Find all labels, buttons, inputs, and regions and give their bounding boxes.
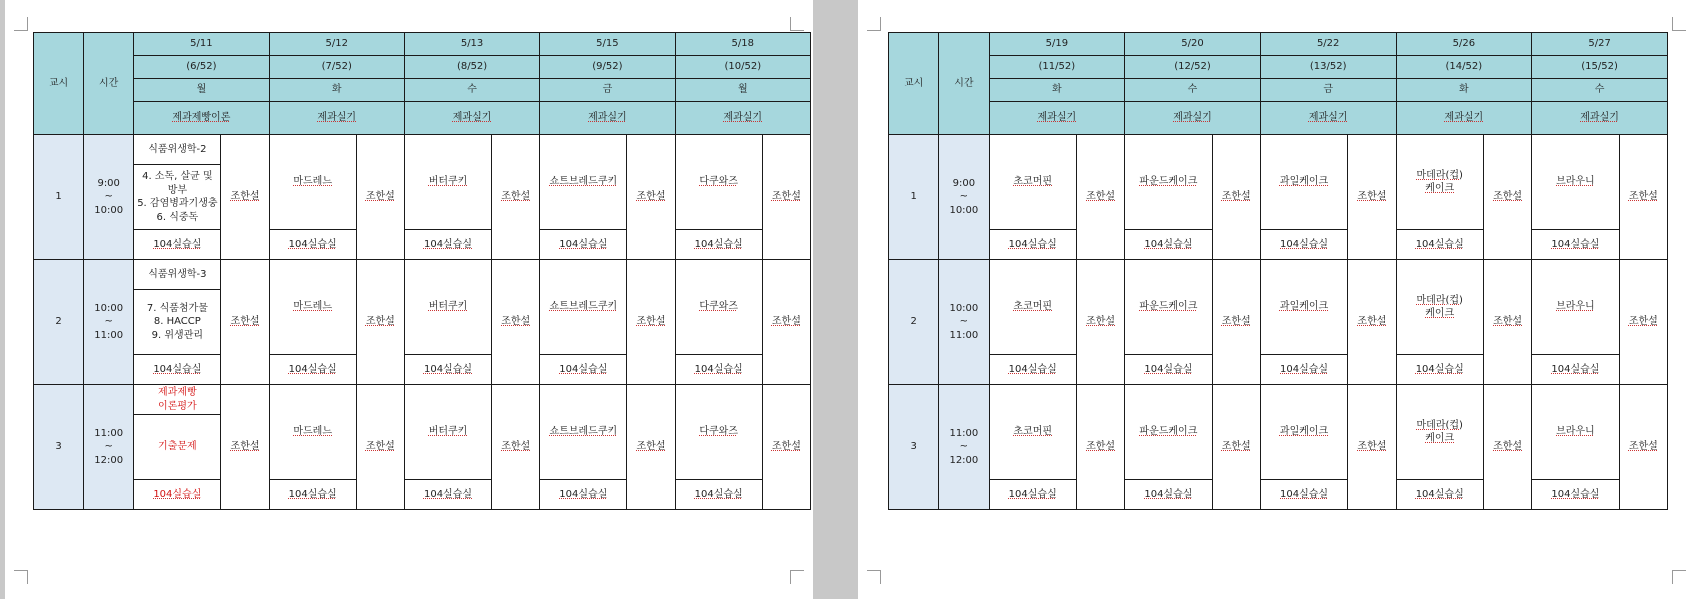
period-time bbox=[84, 135, 134, 260]
teacher-name: 조한설 bbox=[492, 385, 540, 510]
header-count-row bbox=[34, 56, 811, 79]
room-label: 104실습실 bbox=[675, 480, 762, 510]
lesson-content-line: 초코머핀 bbox=[1013, 426, 1053, 438]
lesson-content-line: 4. 소독, 살균 및 bbox=[142, 171, 213, 182]
lesson-content-line: 버터쿠키 bbox=[428, 176, 468, 188]
period-row bbox=[889, 385, 1668, 480]
crop-mark bbox=[867, 570, 881, 584]
header-weekday: 금 bbox=[540, 79, 675, 102]
room-label: 104실습실 bbox=[540, 480, 627, 510]
header-subject: 제과실기 bbox=[1396, 102, 1532, 135]
room-label: 104실습실 bbox=[134, 230, 221, 260]
lesson-content-line: 파운드케이크 bbox=[1139, 301, 1198, 313]
teacher-name: 조한설 bbox=[221, 260, 269, 385]
timetable-1 bbox=[33, 32, 811, 510]
header-date: 5/15 bbox=[540, 33, 675, 56]
teacher-name: 조한설 bbox=[221, 135, 269, 260]
header-date-row bbox=[34, 33, 811, 56]
lesson-content-line: 마드레느 bbox=[293, 301, 332, 313]
header-count: (6/52) bbox=[134, 56, 269, 79]
teacher-name: 조한설 bbox=[1619, 260, 1667, 385]
period-row bbox=[889, 135, 1668, 230]
room-label: 104실습실 bbox=[134, 480, 221, 510]
lesson-content-line: 마드레느 bbox=[293, 176, 332, 188]
header-subject: 제과실기 bbox=[1125, 102, 1261, 135]
period-header: 교시 bbox=[34, 33, 84, 135]
lesson-content-line: 과일케이크 bbox=[1279, 426, 1329, 438]
period-time bbox=[939, 260, 989, 385]
period-row bbox=[34, 260, 811, 290]
header-date: 5/20 bbox=[1125, 33, 1261, 56]
lesson-content-line: 브라우니 bbox=[1556, 176, 1595, 188]
header-count: (11/52) bbox=[989, 56, 1125, 79]
header-weekday: 화 bbox=[1396, 79, 1532, 102]
header-subject: 제과실기 bbox=[989, 102, 1125, 135]
lesson-content bbox=[1125, 135, 1212, 230]
header-count-row bbox=[889, 56, 1668, 79]
lesson-content-line: 마데라(컵) bbox=[1416, 169, 1463, 181]
lesson-title-line: 이론평가 bbox=[158, 400, 197, 412]
lesson-content bbox=[1260, 385, 1347, 480]
teacher-name: 조한설 bbox=[1076, 260, 1124, 385]
header-weekday: 월 bbox=[675, 79, 810, 102]
header-count: (13/52) bbox=[1260, 56, 1396, 79]
period-number: 3 bbox=[889, 385, 939, 510]
room-label: 104실습실 bbox=[675, 230, 762, 260]
lesson-content-line: 8. HACCP bbox=[153, 316, 201, 328]
lesson-content-line: 5. 감염병과기생충 bbox=[137, 198, 218, 209]
room-label: 104실습실 bbox=[1125, 480, 1212, 510]
lesson-content bbox=[1260, 135, 1347, 230]
period-row bbox=[34, 230, 811, 260]
lesson-content-line: 쇼트브레드쿠키 bbox=[549, 426, 618, 438]
document-page-1 bbox=[5, 0, 813, 599]
teacher-name: 조한설 bbox=[1619, 385, 1667, 510]
lesson-content bbox=[404, 385, 491, 480]
lesson-content-line: 과일케이크 bbox=[1279, 176, 1329, 188]
lesson-content-line: 6. 식중독 bbox=[156, 211, 199, 223]
lesson-content-line: 파운드케이크 bbox=[1139, 426, 1198, 438]
time-sep: ~ bbox=[104, 441, 113, 453]
time-start: 11:00 bbox=[94, 427, 124, 439]
lesson-content bbox=[134, 290, 221, 355]
period-number: 2 bbox=[34, 260, 84, 385]
period-row bbox=[34, 480, 811, 510]
header-date-row bbox=[889, 33, 1668, 56]
header-subject: 제과제빵이론 bbox=[134, 102, 269, 135]
time-start: 9:00 bbox=[952, 177, 976, 189]
period-header: 교시 bbox=[889, 33, 939, 135]
teacher-name: 조한설 bbox=[492, 260, 540, 385]
lesson-content bbox=[134, 165, 221, 230]
time-start: 10:00 bbox=[949, 302, 979, 314]
lesson-content bbox=[1125, 260, 1212, 355]
room-label: 104실습실 bbox=[134, 355, 221, 385]
header-weekday: 월 bbox=[134, 79, 269, 102]
time-sep: ~ bbox=[959, 316, 969, 328]
lesson-content bbox=[404, 135, 491, 230]
teacher-name: 조한설 bbox=[627, 260, 675, 385]
time-end: 10:00 bbox=[94, 204, 124, 216]
room-label: 104실습실 bbox=[1532, 230, 1619, 260]
lesson-content bbox=[269, 385, 356, 480]
header-weekday: 화 bbox=[989, 79, 1125, 102]
header-subject: 제과실기 bbox=[1260, 102, 1396, 135]
room-label: 104실습실 bbox=[404, 355, 491, 385]
header-date: 5/12 bbox=[269, 33, 404, 56]
lesson-content-line: 다쿠와즈 bbox=[699, 426, 738, 438]
lesson-content bbox=[404, 260, 491, 355]
lesson-content bbox=[675, 385, 762, 480]
lesson-content bbox=[1532, 385, 1619, 480]
teacher-name: 조한설 bbox=[762, 385, 810, 510]
lesson-content bbox=[989, 135, 1076, 230]
lesson-content-line: 버터쿠키 bbox=[428, 301, 468, 313]
room-label: 104실습실 bbox=[1125, 355, 1212, 385]
time-end: 12:00 bbox=[949, 454, 979, 466]
lesson-content-line: 초코머핀 bbox=[1013, 301, 1053, 313]
room-label: 104실습실 bbox=[989, 355, 1076, 385]
lesson-content-line: 브라우니 bbox=[1556, 426, 1595, 438]
time-header: 시간 bbox=[939, 33, 989, 135]
period-row bbox=[889, 480, 1668, 510]
teacher-name: 조한설 bbox=[221, 385, 269, 510]
teacher-name: 조한설 bbox=[356, 135, 404, 260]
teacher-name: 조한설 bbox=[627, 385, 675, 510]
timetable-2 bbox=[888, 32, 1668, 510]
lesson-content-line: 다쿠와즈 bbox=[699, 176, 738, 188]
room-label: 104실습실 bbox=[540, 355, 627, 385]
period-time bbox=[939, 385, 989, 510]
period-number: 3 bbox=[34, 385, 84, 510]
room-label: 104실습실 bbox=[404, 480, 491, 510]
teacher-name: 조한설 bbox=[1483, 135, 1531, 260]
teacher-name: 조한설 bbox=[762, 260, 810, 385]
time-sep: ~ bbox=[959, 441, 969, 453]
lesson-content-line: 마데라(컵) bbox=[1416, 294, 1463, 306]
lesson-content bbox=[1532, 135, 1619, 230]
teacher-name: 조한설 bbox=[356, 260, 404, 385]
teacher-name: 조한설 bbox=[1076, 135, 1124, 260]
time-sep: ~ bbox=[959, 191, 969, 203]
header-weekday: 수 bbox=[1125, 79, 1261, 102]
header-date: 5/11 bbox=[134, 33, 269, 56]
lesson-content bbox=[1396, 385, 1483, 480]
period-row bbox=[889, 230, 1668, 260]
time-sep: ~ bbox=[104, 191, 113, 203]
crop-mark bbox=[1672, 570, 1686, 584]
time-header: 시간 bbox=[84, 33, 134, 135]
header-date: 5/18 bbox=[675, 33, 810, 56]
room-label: 104실습실 bbox=[1260, 480, 1347, 510]
lesson-content-line: 파운드케이크 bbox=[1139, 176, 1198, 188]
header-subject: 제과실기 bbox=[404, 102, 539, 135]
header-subject: 제과실기 bbox=[1532, 102, 1668, 135]
period-row bbox=[889, 355, 1668, 385]
room-label: 104실습실 bbox=[675, 355, 762, 385]
room-label: 104실습실 bbox=[1532, 480, 1619, 510]
room-label: 104실습실 bbox=[989, 230, 1076, 260]
lesson-content-line: 브라우니 bbox=[1556, 301, 1595, 313]
header-date: 5/13 bbox=[404, 33, 539, 56]
lesson-content-line: 기출문제 bbox=[158, 441, 197, 453]
teacher-name: 조한설 bbox=[356, 385, 404, 510]
period-row bbox=[34, 135, 811, 165]
time-end: 10:00 bbox=[949, 204, 979, 216]
room-label: 104실습실 bbox=[269, 480, 356, 510]
room-label: 104실습실 bbox=[1396, 480, 1483, 510]
time-start: 10:00 bbox=[94, 302, 124, 314]
period-number: 1 bbox=[34, 135, 84, 260]
crop-mark bbox=[14, 17, 28, 31]
period-number: 1 bbox=[889, 135, 939, 260]
room-label: 104실습실 bbox=[404, 230, 491, 260]
header-subject-row bbox=[34, 102, 811, 135]
period-number: 2 bbox=[889, 260, 939, 385]
lesson-content bbox=[1532, 260, 1619, 355]
lesson-content bbox=[540, 385, 627, 480]
header-date: 5/22 bbox=[1260, 33, 1396, 56]
header-subject-row bbox=[889, 102, 1668, 135]
header-count: (14/52) bbox=[1396, 56, 1532, 79]
lesson-content bbox=[675, 135, 762, 230]
header-count: (15/52) bbox=[1532, 56, 1668, 79]
crop-mark bbox=[790, 17, 804, 31]
period-time bbox=[84, 260, 134, 385]
time-start: 9:00 bbox=[97, 177, 120, 189]
header-date: 5/19 bbox=[989, 33, 1125, 56]
time-end: 11:00 bbox=[949, 329, 979, 341]
teacher-name: 조한설 bbox=[762, 135, 810, 260]
room-label: 104실습실 bbox=[1260, 230, 1347, 260]
lesson-title: 식품위생학-3 bbox=[134, 260, 221, 290]
time-start: 11:00 bbox=[949, 427, 979, 439]
period-time bbox=[939, 135, 989, 260]
room-label: 104실습실 bbox=[1532, 355, 1619, 385]
room-label: 104실습실 bbox=[269, 355, 356, 385]
header-weekday: 화 bbox=[269, 79, 404, 102]
header-subject: 제과실기 bbox=[540, 102, 675, 135]
lesson-content bbox=[269, 135, 356, 230]
header-subject: 제과실기 bbox=[269, 102, 404, 135]
lesson-content-line: 마데라(컵) bbox=[1416, 419, 1463, 431]
teacher-name: 조한설 bbox=[1483, 385, 1531, 510]
header-date: 5/27 bbox=[1532, 33, 1668, 56]
teacher-name: 조한설 bbox=[1348, 260, 1396, 385]
header-count: (8/52) bbox=[404, 56, 539, 79]
teacher-name: 조한설 bbox=[1212, 260, 1260, 385]
lesson-content-line: 쇼트브레드쿠키 bbox=[549, 301, 618, 313]
lesson-title: 식품위생학-2 bbox=[134, 135, 221, 165]
lesson-title bbox=[134, 385, 221, 415]
teacher-name: 조한설 bbox=[1212, 135, 1260, 260]
lesson-content bbox=[1396, 135, 1483, 230]
lesson-title-line: 제과제빵 bbox=[158, 387, 197, 398]
teacher-name: 조한설 bbox=[1619, 135, 1667, 260]
lesson-content bbox=[540, 260, 627, 355]
lesson-content-line: 케이크 bbox=[1425, 308, 1455, 319]
lesson-content-line: 초코머핀 bbox=[1013, 176, 1053, 188]
period-row bbox=[34, 385, 811, 415]
crop-mark bbox=[14, 570, 28, 584]
period-row bbox=[889, 260, 1668, 355]
room-label: 104실습실 bbox=[1260, 355, 1347, 385]
lesson-content bbox=[134, 415, 221, 480]
room-label: 104실습실 bbox=[989, 480, 1076, 510]
lesson-content bbox=[1260, 260, 1347, 355]
header-weekday: 수 bbox=[1532, 79, 1668, 102]
header-subject: 제과실기 bbox=[675, 102, 810, 135]
crop-mark bbox=[867, 17, 881, 31]
lesson-content-line: 7. 식품첨가물 bbox=[146, 302, 208, 314]
header-weekday-row bbox=[34, 79, 811, 102]
header-count: (9/52) bbox=[540, 56, 675, 79]
lesson-content bbox=[989, 260, 1076, 355]
lesson-content bbox=[1125, 385, 1212, 480]
lesson-content-line: 버터쿠키 bbox=[428, 426, 468, 438]
lesson-content-line: 케이크 bbox=[1425, 183, 1455, 194]
lesson-content-line: 방부 bbox=[167, 184, 188, 196]
header-count: (10/52) bbox=[675, 56, 810, 79]
crop-mark bbox=[790, 570, 804, 584]
lesson-content bbox=[269, 260, 356, 355]
room-label: 104실습실 bbox=[1396, 355, 1483, 385]
header-weekday: 금 bbox=[1260, 79, 1396, 102]
room-label: 104실습실 bbox=[269, 230, 356, 260]
teacher-name: 조한설 bbox=[492, 135, 540, 260]
lesson-content-line: 과일케이크 bbox=[1279, 301, 1329, 313]
lesson-content bbox=[1396, 260, 1483, 355]
teacher-name: 조한설 bbox=[1212, 385, 1260, 510]
crop-mark bbox=[1672, 17, 1686, 31]
time-end: 11:00 bbox=[94, 329, 124, 341]
header-weekday: 수 bbox=[404, 79, 539, 102]
document-page-2 bbox=[858, 0, 1697, 599]
teacher-name: 조한설 bbox=[1483, 260, 1531, 385]
lesson-content-line: 다쿠와즈 bbox=[699, 301, 738, 313]
header-date: 5/26 bbox=[1396, 33, 1532, 56]
lesson-content-line: 쇼트브레드쿠키 bbox=[549, 176, 618, 188]
teacher-name: 조한설 bbox=[1348, 135, 1396, 260]
teacher-name: 조한설 bbox=[1076, 385, 1124, 510]
header-weekday-row bbox=[889, 79, 1668, 102]
lesson-content bbox=[989, 385, 1076, 480]
room-label: 104실습실 bbox=[1125, 230, 1212, 260]
header-count: (7/52) bbox=[269, 56, 404, 79]
header-count: (12/52) bbox=[1125, 56, 1261, 79]
lesson-content bbox=[540, 135, 627, 230]
lesson-content-line: 마드레느 bbox=[293, 426, 332, 438]
period-time bbox=[84, 385, 134, 510]
room-label: 104실습실 bbox=[540, 230, 627, 260]
lesson-content bbox=[675, 260, 762, 355]
lesson-content-line: 9. 위생관리 bbox=[151, 329, 204, 341]
time-sep: ~ bbox=[104, 316, 113, 328]
period-row bbox=[34, 355, 811, 385]
teacher-name: 조한설 bbox=[627, 135, 675, 260]
lesson-content-line: 케이크 bbox=[1425, 433, 1455, 444]
room-label: 104실습실 bbox=[1396, 230, 1483, 260]
time-end: 12:00 bbox=[94, 454, 124, 466]
teacher-name: 조한설 bbox=[1348, 385, 1396, 510]
